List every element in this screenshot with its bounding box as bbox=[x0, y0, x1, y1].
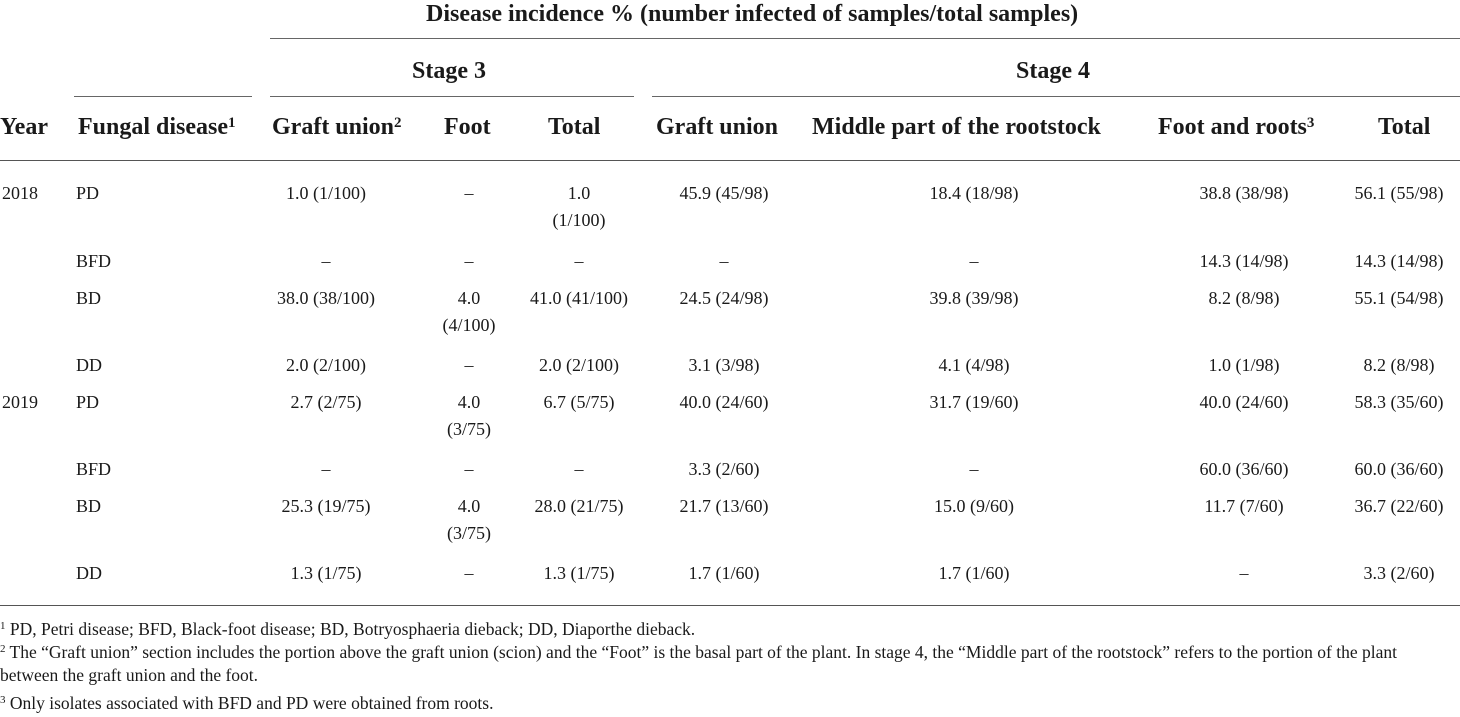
cell-s4-total: 8.2 (8/98) bbox=[1363, 355, 1435, 375]
cell-s4-graft: 3.3 (2/60) bbox=[688, 459, 760, 479]
cell-s4-middle: 31.7 (19/60) bbox=[929, 392, 1019, 412]
cell-s3-foot: 4.0 bbox=[457, 496, 481, 516]
cell-s4-middle: 39.8 (39/98) bbox=[929, 288, 1019, 308]
cell-disease: DD bbox=[76, 563, 102, 583]
footnote-mark: 2 bbox=[0, 643, 6, 655]
cell-s3-total: 41.0 (41/100) bbox=[530, 288, 628, 308]
cell-s4-graft: 21.7 (13/60) bbox=[679, 496, 769, 516]
footnote-3 bbox=[0, 692, 1458, 715]
col-s3-total: Total bbox=[548, 114, 601, 140]
footnote-text: Only isolates associated with BFD and PD were obtained from roots. bbox=[5, 693, 494, 713]
cell-s4-total: 58.3 (35/60) bbox=[1354, 392, 1444, 412]
cell-s3-total: – bbox=[574, 251, 584, 271]
rule-table-bottom bbox=[0, 605, 1460, 606]
col-s3-foot: Foot bbox=[444, 114, 491, 140]
header-super: Disease incidence % (number infected of samples/total samples) bbox=[426, 1, 1079, 27]
cell-s4-foot: – bbox=[1239, 563, 1249, 583]
rule-stage4 bbox=[652, 96, 1460, 97]
cell-s4-graft: – bbox=[719, 251, 729, 271]
footnote-2 bbox=[0, 641, 1458, 687]
col-s3-graft: Graft union$^2$ bbox=[272, 114, 402, 140]
col-s4-graft: Graft union bbox=[656, 114, 779, 140]
cell-s4-middle: – bbox=[969, 459, 979, 479]
cell-s3-graft: 2.7 (2/75) bbox=[290, 392, 362, 412]
cell-s4-total: 60.0 (36/60) bbox=[1354, 459, 1444, 479]
cell-s3-foot: (3/75) bbox=[447, 523, 491, 543]
cell-s4-middle: 18.4 (18/98) bbox=[929, 183, 1019, 203]
cell-s3-graft: 38.0 (38/100) bbox=[277, 288, 375, 308]
cell-s4-graft: 24.5 (24/98) bbox=[679, 288, 769, 308]
cell-s4-total: 14.3 (14/98) bbox=[1354, 251, 1444, 271]
cell-s3-graft: 1.3 (1/75) bbox=[290, 563, 362, 583]
cell-disease: BFD bbox=[76, 251, 112, 271]
cell-s3-total: 1.3 (1/75) bbox=[543, 563, 615, 583]
cell-s4-graft: 3.1 (3/98) bbox=[688, 355, 760, 375]
col-s4-middle: Middle part of the rootstock bbox=[812, 114, 1101, 140]
cell-s3-total: (1/100) bbox=[552, 210, 606, 230]
cell-s3-foot: – bbox=[464, 459, 474, 479]
footnote-mark: 3 bbox=[0, 694, 6, 706]
cell-s3-total: 1.0 bbox=[567, 183, 591, 203]
cell-s4-graft: 1.7 (1/60) bbox=[688, 563, 760, 583]
cell-s4-middle: – bbox=[969, 251, 979, 271]
cell-s4-middle: 4.1 (4/98) bbox=[938, 355, 1010, 375]
cell-s4-total: 55.1 (54/98) bbox=[1354, 288, 1444, 308]
cell-s4-foot: 60.0 (36/60) bbox=[1199, 459, 1289, 479]
cell-s3-graft: 1.0 (1/100) bbox=[286, 183, 366, 203]
col-year: Year bbox=[0, 114, 48, 140]
cell-s3-total: 6.7 (5/75) bbox=[543, 392, 615, 412]
cell-s3-total: 2.0 (2/100) bbox=[539, 355, 619, 375]
cell-s3-foot: (3/75) bbox=[447, 419, 491, 439]
cell-disease: BD bbox=[76, 496, 102, 516]
rule-header-bottom bbox=[0, 160, 1460, 161]
cell-s3-foot: – bbox=[464, 563, 474, 583]
footnote-text: PD, Petri disease; BFD, Black-foot disease; BD, Botryosphaeria dieback; DD, Diaporthe dieback. bbox=[5, 619, 696, 639]
cell-s3-graft: 25.3 (19/75) bbox=[281, 496, 371, 516]
cell-s4-total: 36.7 (22/60) bbox=[1354, 496, 1444, 516]
footnote-mark: 1 bbox=[0, 620, 6, 632]
cell-disease: BFD bbox=[76, 459, 112, 479]
header-stage3: Stage 3 bbox=[412, 58, 486, 84]
cell-s3-total: 28.0 (21/75) bbox=[534, 496, 624, 516]
cell-s4-graft: 45.9 (45/98) bbox=[679, 183, 769, 203]
cell-s3-foot: – bbox=[464, 355, 474, 375]
cell-s3-foot: – bbox=[464, 183, 474, 203]
cell-s4-foot: 14.3 (14/98) bbox=[1199, 251, 1289, 271]
cell-s3-graft: 2.0 (2/100) bbox=[286, 355, 366, 375]
col-fungal-disease: Fungal disease$^1$ bbox=[78, 114, 236, 140]
cell-s4-foot: 40.0 (24/60) bbox=[1199, 392, 1289, 412]
cell-s4-graft: 40.0 (24/60) bbox=[679, 392, 769, 412]
cell-s3-foot: 4.0 bbox=[457, 288, 481, 308]
cell-s3-foot: (4/100) bbox=[442, 315, 496, 335]
col-s4-foot: Foot and roots$^3$ bbox=[1158, 114, 1315, 140]
cell-year: 2019 bbox=[2, 392, 38, 412]
cell-s3-total: – bbox=[574, 459, 584, 479]
cell-s4-middle: 1.7 (1/60) bbox=[938, 563, 1010, 583]
cell-s3-graft: – bbox=[321, 459, 331, 479]
rule-super bbox=[270, 38, 1460, 39]
cell-s4-foot: 8.2 (8/98) bbox=[1208, 288, 1280, 308]
header-stage4: Stage 4 bbox=[1016, 58, 1090, 84]
footnote-text: The “Graft union” section includes the portion above the graft union (scion) and the “Foot” is the basal part of the plant. In stage 4, the “Middle part of the rootstock” refers to the portion of the plant between the graft union and the foot. bbox=[0, 642, 1397, 685]
cell-s4-total: 56.1 (55/98) bbox=[1354, 183, 1444, 203]
rule-year bbox=[74, 96, 252, 97]
cell-s4-foot: 11.7 (7/60) bbox=[1204, 496, 1284, 516]
cell-s4-foot: 38.8 (38/98) bbox=[1199, 183, 1289, 203]
cell-year: 2018 bbox=[2, 183, 38, 203]
cell-disease: DD bbox=[76, 355, 102, 375]
footnote-1 bbox=[0, 618, 1458, 641]
cell-disease: PD bbox=[76, 392, 100, 412]
cell-s3-graft: – bbox=[321, 251, 331, 271]
cell-s4-middle: 15.0 (9/60) bbox=[934, 496, 1014, 516]
cell-disease: PD bbox=[76, 183, 100, 203]
rule-stage3 bbox=[270, 96, 634, 97]
cell-s4-total: 3.3 (2/60) bbox=[1363, 563, 1435, 583]
cell-s3-foot: 4.0 bbox=[457, 392, 481, 412]
col-s4-total: Total bbox=[1378, 114, 1431, 140]
cell-disease: BD bbox=[76, 288, 102, 308]
cell-s4-foot: 1.0 (1/98) bbox=[1208, 355, 1280, 375]
cell-s3-foot: – bbox=[464, 251, 474, 271]
